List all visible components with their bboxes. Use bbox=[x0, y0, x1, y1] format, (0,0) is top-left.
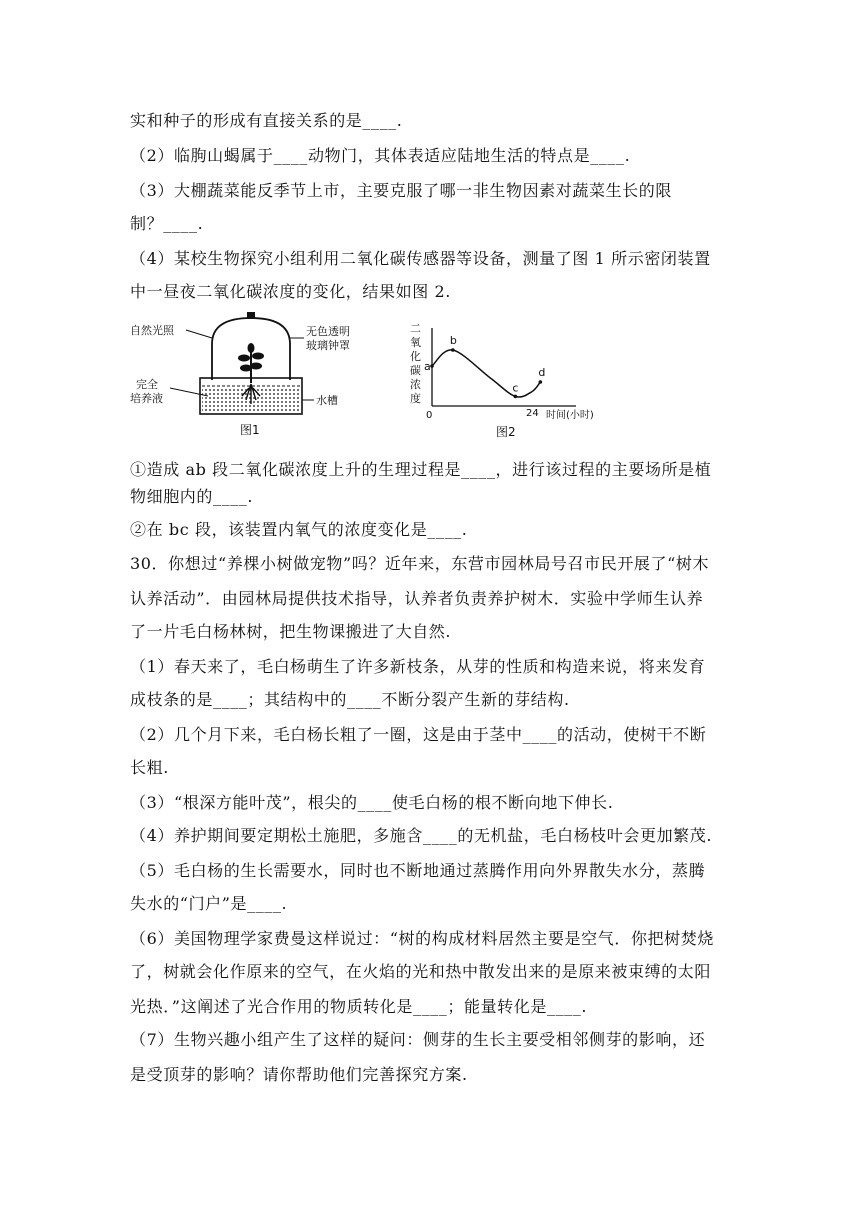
x-tick-24: 24 bbox=[526, 408, 539, 419]
text-line: 制？____. bbox=[130, 214, 204, 233]
label-bell-jar-2: 玻璃钟罩 bbox=[306, 339, 350, 352]
y-axis-label-char: 浓 bbox=[410, 378, 421, 391]
figure-2-chart bbox=[410, 322, 594, 439]
label-water-tank: 水槽 bbox=[316, 394, 338, 407]
y-axis-label-char: 二 bbox=[410, 322, 421, 335]
y-axis-label-char: 度 bbox=[410, 392, 421, 405]
figure-1-caption: 图1 bbox=[240, 423, 260, 437]
text-line: （6）美国物理学家费曼这样说过：“树的构成材料居然主要是空气．你把树焚烧 bbox=[130, 929, 714, 948]
label-bell-jar-1: 无色透明 bbox=[306, 325, 350, 338]
figure-2-caption: 图2 bbox=[496, 425, 516, 439]
text-line: 认养活动”．由园林局提供技术指导，认养者负责养护树木．实验中学师生认养 bbox=[130, 589, 704, 608]
text-line: （2）临朐山蝎属于____动物门，其体表适应陆地生活的特点是____. bbox=[130, 146, 631, 165]
text-line: 光热．”这阐述了光合作用的物质转化是____；能量转化是____. bbox=[130, 997, 588, 1016]
label-solution-2: 培养液 bbox=[130, 392, 163, 405]
text-line: （5）毛白杨的生长需要水，同时也不断地通过蒸腾作用向外界散失水分，蒸腾 bbox=[130, 861, 706, 880]
text-line: 失水的“门户”是____. bbox=[130, 894, 288, 913]
bell-jar-knob bbox=[247, 312, 255, 319]
question-30: 30．你想过“养棵小树做宠物”吗？近年来，东营市园林局号召市民开展了“树木 bbox=[130, 554, 710, 573]
text-line: ①造成 ab 段二氧化碳浓度上升的生理过程是____，进行该过程的主要场所是植 bbox=[130, 460, 712, 479]
y-axis-label bbox=[410, 322, 421, 405]
point-label-d: d bbox=[538, 366, 546, 379]
point-label-b: b bbox=[449, 334, 457, 347]
point-label-a: a bbox=[424, 360, 431, 373]
text-line: 是受顶芽的影响？请你帮助他们完善探究方案. bbox=[130, 1065, 468, 1084]
figure-1-apparatus bbox=[130, 312, 350, 437]
point-b bbox=[451, 348, 455, 352]
label-solution-1: 完全 bbox=[136, 378, 158, 391]
figures bbox=[128, 308, 628, 448]
x-axis-label: 时间(小时) bbox=[546, 410, 594, 421]
text-line: （3）大棚蔬菜能反季节上市，主要克服了哪一非生物因素对蔬菜生长的限 bbox=[130, 181, 672, 200]
y-axis-label-char: 化 bbox=[410, 350, 421, 363]
text-line: 实和种子的形成有直接关系的是____. bbox=[130, 111, 403, 130]
text-line: （4）养护期间要定期松土施肥，多施含____的无机盐，毛白杨枝叶会更加繁茂. bbox=[130, 826, 713, 845]
text-line: 了，树就会化作原来的空气，在火焰的光和热中散发出来的是原来被束缚的太阳 bbox=[130, 962, 712, 981]
text-line: 了一片毛白杨林树，把生物课搬进了大自然. bbox=[130, 622, 452, 641]
y-axis-label-char: 氧 bbox=[410, 336, 421, 349]
point-d bbox=[539, 380, 543, 384]
text-line: 物细胞内的____. bbox=[130, 487, 254, 506]
text-line: 长粗. bbox=[130, 758, 169, 777]
text-line: 成枝条的是____；其结构中的____不断分裂产生新的芽结构. bbox=[130, 690, 570, 709]
text-line: （2）几个月下来，毛白杨长粗了一圈，这是由于茎中____的活动，使树干不断 bbox=[130, 725, 707, 744]
point-c bbox=[514, 395, 518, 399]
co2-curve bbox=[432, 350, 540, 397]
text-line: （1）春天来了，毛白杨萌生了许多新枝条，从芽的性质和构造来说，将来发育 bbox=[130, 657, 706, 676]
text-line: 中一昼夜二氧化碳浓度的变化，结果如图 2. bbox=[130, 282, 451, 301]
text-line: ②在 bc 段，该装置内氧气的浓度变化是____. bbox=[130, 520, 468, 539]
point-label-c: c bbox=[512, 381, 519, 395]
x-tick-0: 0 bbox=[426, 410, 433, 421]
text-line: （7）生物兴趣小组产生了这样的疑问：侧芽的生长主要受相邻侧芽的影响，还 bbox=[130, 1030, 706, 1049]
text-line: （3）“根深方能叶茂”，根尖的____使毛白杨的根不断向地下伸长. bbox=[130, 793, 614, 812]
y-axis-label-char: 碳 bbox=[410, 364, 421, 377]
text-line: （4）某校生物探究小组利用二氧化碳传感器等设备，测量了图 1 所示密闭装置 bbox=[130, 249, 711, 268]
label-natural-light: 自然光照 bbox=[130, 324, 174, 337]
